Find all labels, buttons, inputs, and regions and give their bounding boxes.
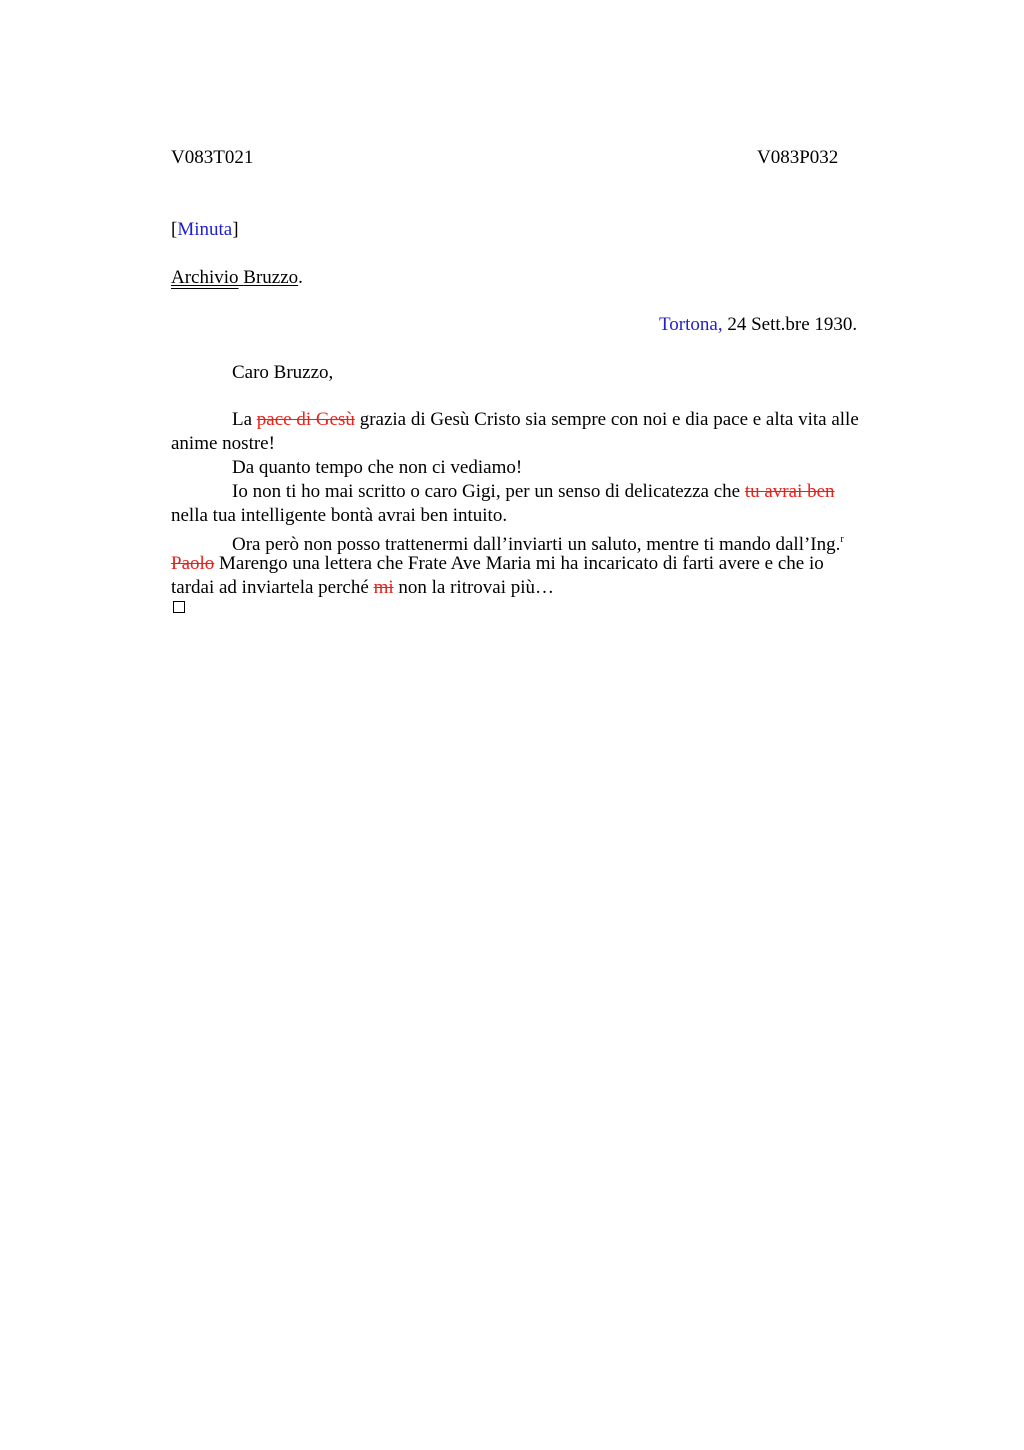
- document-code-right: V083P032: [757, 147, 839, 168]
- checkbox-square-icon: [173, 601, 185, 613]
- p1-text-a: La: [232, 409, 257, 430]
- paragraph-1-line-1: [232, 408, 859, 432]
- dateline: [659, 313, 857, 337]
- bracket-open: [: [171, 219, 178, 240]
- p4-superscript: r: [840, 534, 844, 545]
- salutation: Caro Bruzzo,: [232, 362, 334, 383]
- p4-text-c2: non la ritrovai più…: [393, 577, 555, 598]
- paragraph-3-line-1: [232, 480, 835, 504]
- archive-period: .: [298, 267, 303, 288]
- bracket-close: ]: [232, 219, 239, 240]
- p4-text-b: Marengo una lettera che Frate Ave Maria mi ha incaricato di farti avere e che io: [214, 553, 824, 574]
- paragraph-4-line-3: [171, 576, 554, 600]
- archive-word: Archivio: [171, 267, 239, 288]
- p4-deleted-text: Paolo: [171, 553, 215, 574]
- p1-text-b: grazia di Gesù Cristo sia sempre con noi e dia pace e alta vita alle: [354, 409, 859, 430]
- document-type-label: [171, 218, 239, 242]
- p4-text-a: Ora però non posso trattenermi dall’inviarti un saluto, mentre ti mando dall’Ing.: [232, 534, 841, 555]
- document-code-left: V083T021: [171, 147, 254, 168]
- paragraph-3-line-2: nella tua intelligente bontà avrai ben intuito.: [171, 505, 508, 526]
- dateline-date: 24 Sett.bre 1930.: [727, 314, 858, 335]
- p4-text-c1: tardai ad inviartela perché: [171, 577, 374, 598]
- p4-deleted-word: mi: [373, 577, 394, 598]
- dateline-place: Tortona,: [659, 314, 723, 335]
- p3-text-a: Io non ti ho mai scritto o caro Gigi, per un senso di delicatezza che: [232, 481, 745, 502]
- minuta-label: Minuta: [177, 219, 233, 240]
- p3-deleted-text: tu avrai ben: [744, 481, 835, 502]
- paragraph-4-line-2: [171, 552, 824, 576]
- p1-deleted-text: pace di Gesù: [256, 409, 355, 430]
- paragraph-2: Da quanto tempo che non ci vediamo!: [232, 457, 523, 478]
- archive-name: Bruzzo: [243, 267, 299, 288]
- paragraph-1-line-2: anime nostre!: [171, 433, 275, 454]
- archive-line: [171, 266, 303, 290]
